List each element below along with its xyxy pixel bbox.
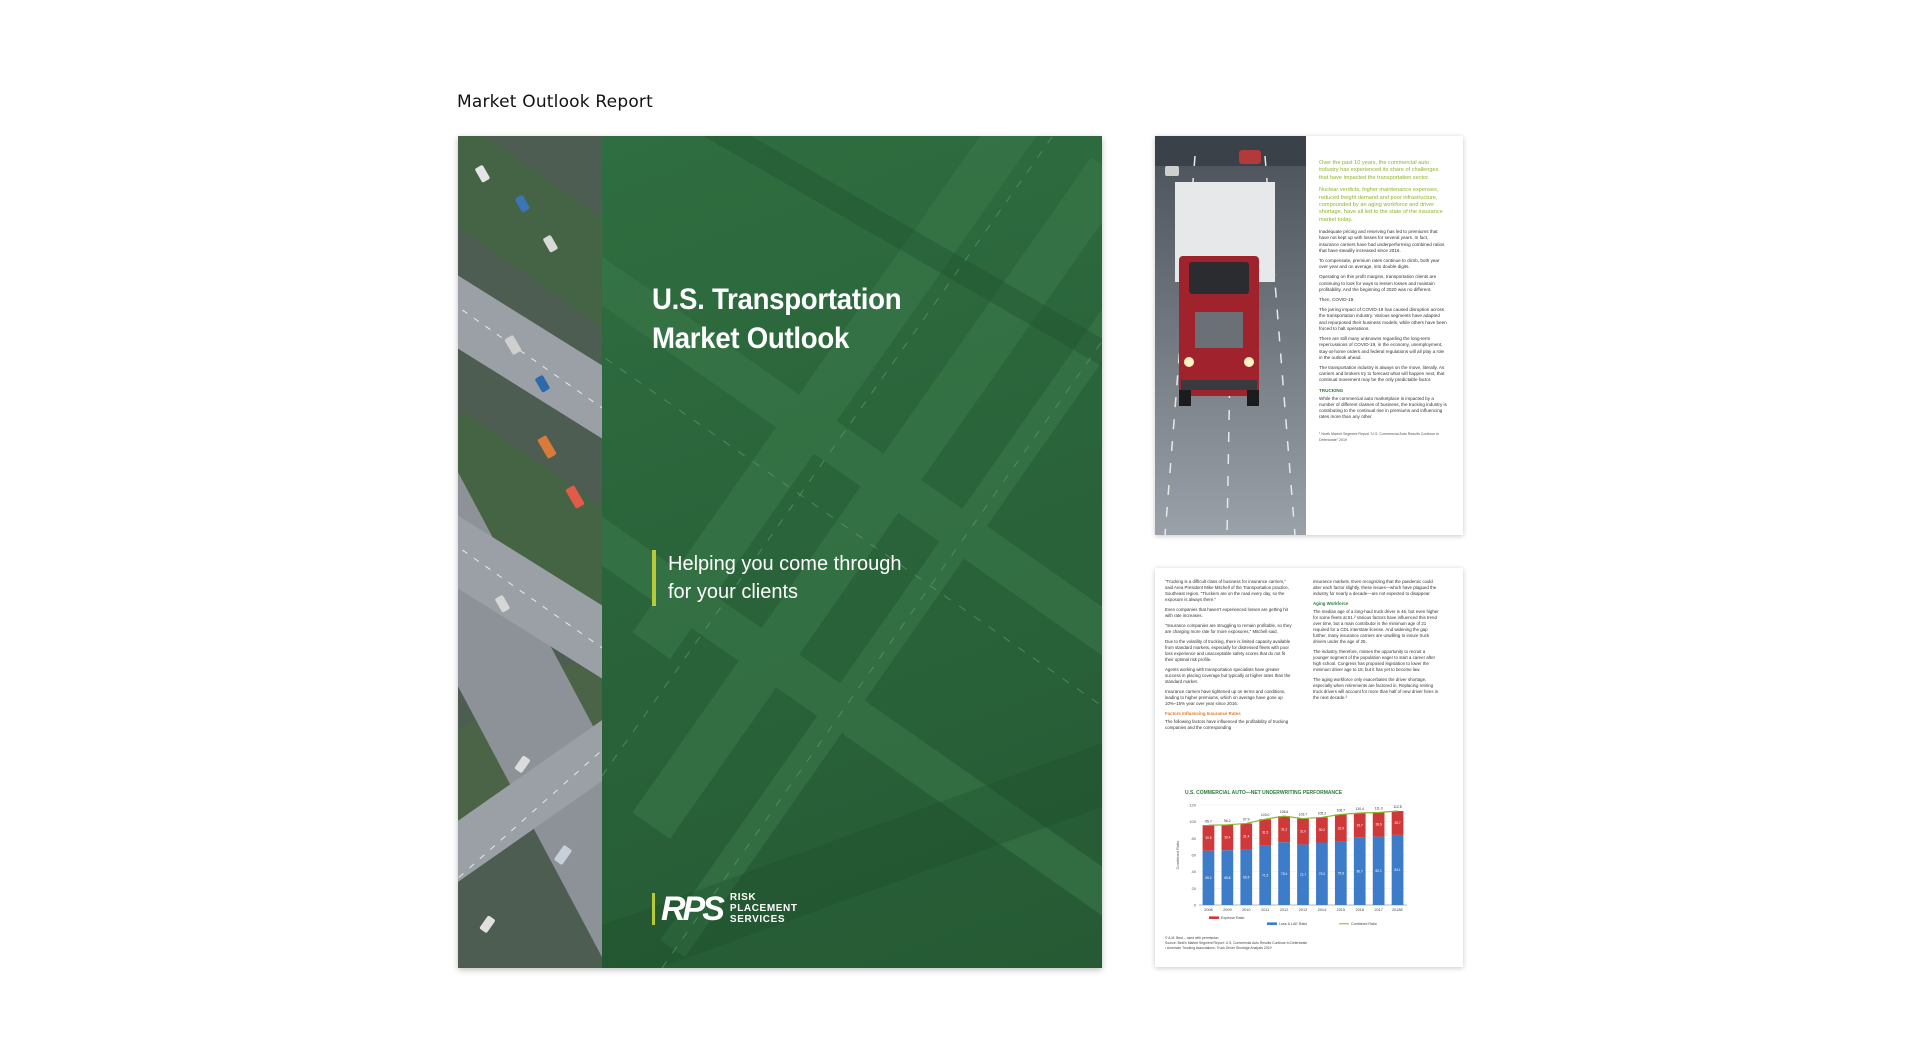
data-label-combined: 97.9 <box>1242 817 1250 822</box>
y-tick-label: 40 <box>1191 869 1196 875</box>
cover-green-panel <box>602 136 1102 968</box>
data-label-combined: 103.7 <box>1298 812 1308 817</box>
cover-title-line1: U.S. Transportation <box>652 283 902 316</box>
page2-paragraph: Insurance carriers have tightened up on terms and conditions, leading to higher premiums, which on average have gone up 10%–15% year over year since 2016. <box>1165 689 1286 706</box>
legend-swatch <box>1209 916 1219 919</box>
page1-paragraph: The jarring impact of COVID-19 has caused disruption across the transportation industry. Various segments have adapted and repurposed their business models, while others have been forced to halt operations. <box>1319 307 1447 331</box>
data-label-loss: 71.5 <box>1262 873 1269 878</box>
data-label-expense: 31.4 <box>1243 834 1250 839</box>
legend-label: Combined Ratio <box>1351 922 1377 926</box>
data-label-expense: 28.7 <box>1394 821 1401 826</box>
data-label-combined: 106.6 <box>1279 810 1289 815</box>
data-label-combined: 110.4 <box>1355 807 1364 811</box>
cover-title <box>652 280 901 358</box>
page2-paragraph: insurance markets. Even recognizing that the pandemic could alter each factor slightly, these issues—which have plagued the industry for nearly a decade—are not expected to disappear. <box>1313 579 1437 596</box>
page2-left-column <box>1165 579 1292 735</box>
page1-paragraph: Then, COVID-19. <box>1319 297 1355 303</box>
data-label-loss: 72.7 <box>1299 872 1307 877</box>
x-tick-label: 2008 <box>1204 908 1213 912</box>
section-title: Market Outlook Report <box>457 92 653 112</box>
x-tick-label: 2017 <box>1374 908 1383 912</box>
data-label-expense: 29.7 <box>1356 823 1363 828</box>
page1-paragraph: The transportation industry is always on the move, literally. As carriers and brokers try to forecast what will happen next, that continual movement may be the only predictable factor. <box>1319 364 1445 383</box>
logo-line-3: SERVICES <box>729 914 786 925</box>
page2-right-column <box>1313 579 1440 705</box>
logo-line-1: RISK <box>729 892 757 903</box>
x-tick-label: 2011 <box>1261 908 1270 912</box>
underwriting-chart <box>1169 797 1419 937</box>
data-label-expense: 31.5 <box>1262 830 1269 835</box>
report-cover <box>458 136 1102 968</box>
page1-paragraph: Operating on thin profit margins, transportation clients are continuing to look for ways to lessen losses and maintain profitability. And the beginning of 2020 was no different. <box>1319 274 1437 292</box>
data-label-loss: 80.7 <box>1356 869 1363 874</box>
data-label-combined: 95.7 <box>1205 819 1212 824</box>
data-label-loss: 84.1 <box>1394 868 1401 873</box>
page2-heading-aging-workforce: Aging Workforce <box>1313 601 1349 606</box>
legend-swatch <box>1267 922 1277 925</box>
page2-paragraph: Due to the volatility of trucking, there is limited capacity available from standard markets, especially for distressed fleets with poor loss experience and unacceptable safety scores that do not fit their optimal risk profile. <box>1165 639 1291 662</box>
report-page-2 <box>1155 568 1463 967</box>
cover-highway-photo <box>458 136 602 968</box>
y-tick-label: 0 <box>1193 902 1196 908</box>
page1-heading-trucking: TRUCKING <box>1319 387 1344 393</box>
page1-paragraph: There are still many unknowns regarding the long-term repercussions of COVID-19, in the economy, unemployment, stay-at-home orders and federal regulations will all play a role in the outlook ahead. <box>1319 336 1445 360</box>
page1-footnote: ¹ North Market Segment Report "U.S. Commercial Auto Results Continue to Deteriorate" 2019 <box>1319 431 1440 442</box>
page1-lead-2: Nuclear verdicts, higher maintenance expenses, reduced freight demand and poor infrastructure, compounded by an aging workforce and driver shortage, have all led to the state of the insurance market today. <box>1319 187 1443 223</box>
report-page-1 <box>1155 136 1463 535</box>
logo-line-2: PLACEMENT <box>729 903 798 914</box>
y-tick-label: 60 <box>1191 852 1196 858</box>
logo-mark: RPS <box>652 893 722 925</box>
y-axis-label: Combined Ratio <box>1175 840 1180 870</box>
page1-paragraph: While the commercial auto marketplace is impacted by a number of different classes of business, the trucking industry is contributing to the continual rise in premiums and influencing rates more than any other. <box>1319 395 1447 420</box>
data-label-loss: 65.2 <box>1205 876 1212 881</box>
legend-label: Loss & LAE Ratio <box>1279 922 1308 926</box>
data-label-combined: 108.7 <box>1336 808 1346 813</box>
data-label-loss: 75.8 <box>1337 871 1344 876</box>
chart-notes <box>1165 936 1307 951</box>
logo-wordmark <box>730 892 798 925</box>
chart-note: Source: Best's Market Segment Report: U.S. Commercial Auto Results Continue to Deteriorate <box>1165 941 1308 945</box>
legend-label: Expense Ratio <box>1221 916 1245 920</box>
rps-logo <box>652 889 798 928</box>
page1-lead-1: Over the past 10 years, the commercial auto industry has experienced its share of challenges that have impacted the transportation sector. <box>1319 160 1439 181</box>
x-tick-label: 2015 <box>1336 908 1346 912</box>
page2-paragraph: The aging workforce only exacerbates the driver shortage, especially when retirements are factored in. Replacing retiring truck drivers will account for more than half of new driver hires in the next decade.² <box>1313 677 1439 700</box>
y-tick-label: 120 <box>1189 802 1196 808</box>
page1-paragraph: Inadequate pricing and reserving has led to premiums that have not kept up with losses for several years. In fact, insurance carriers have had underperforming combined ratios that have steadily increased since 2016. <box>1319 229 1445 253</box>
data-label-loss: 65.8 <box>1224 875 1231 880</box>
x-tick-label: 2012 <box>1279 908 1289 912</box>
data-label-expense: 32.9 <box>1337 826 1344 831</box>
cover-tagline-line2: for your clients <box>668 581 799 603</box>
page2-paragraph: The median age of a long-haul truck driver is 46, but even higher for some fleets at 51.² Various factors have influenced this trend over time, but a main contributor is the minimum age of 21 required for a CDL interstate license. And widening the gap further, many insurance carriers are unwilling to insure truck drivers under the age of 25. <box>1313 609 1439 644</box>
page1-paragraph: To compensate, premium rates continue to climb, both year over year and on average, into double digits. <box>1319 258 1440 270</box>
x-tick-label: 2009 <box>1223 908 1232 912</box>
page2-paragraph: The industry, therefore, misses the opportunity to recruit a younger segment of the population eager to start a career after high school. Congress has proposed legislation to lower the minimum driver age to 18, but it has yet to become law. <box>1313 649 1436 672</box>
data-label-expense: 30.5 <box>1205 836 1212 841</box>
data-label-loss: 75.4 <box>1280 871 1288 876</box>
x-tick-label: 2013 <box>1298 908 1308 912</box>
data-label-expense: 30.2 <box>1318 828 1326 833</box>
data-label-loss: 82.1 <box>1375 868 1382 873</box>
y-tick-label: 20 <box>1191 885 1196 891</box>
x-tick-label: 2016 <box>1355 908 1364 912</box>
truck-photo <box>1155 136 1306 535</box>
page2-paragraph: Even companies that haven't experienced losses are getting hit with rate increases. <box>1165 607 1288 618</box>
page2-heading-factors: Factors Influencing Insurance Rates <box>1165 711 1241 716</box>
chart-title: U.S. COMMERCIAL AUTO—NET UNDERWRITING PERFORMANCE <box>1185 790 1343 796</box>
data-label-expense: 28.9 <box>1375 822 1382 827</box>
chart-note: © A.M. Best – used with permission. <box>1165 936 1220 940</box>
data-label-combined: 111.0 <box>1374 806 1383 811</box>
chart-note: ² American Trucking Associations, Truck Driver Shortage Analysis 2019 <box>1165 946 1272 950</box>
y-tick-label: 80 <box>1191 835 1196 841</box>
page1-text-column <box>1319 160 1447 447</box>
cover-title-line2: Market Outlook <box>652 322 850 355</box>
data-label-combined: 96.2 <box>1224 818 1231 823</box>
data-label-expense: 31.0 <box>1299 829 1307 834</box>
data-label-expense: 30.4 <box>1224 835 1231 840</box>
cover-tagline <box>652 550 968 606</box>
data-label-loss: 66.5 <box>1243 875 1250 880</box>
x-tick-label: 2014 <box>1317 908 1327 912</box>
page2-paragraph: "Trucking is a difficult class of business for insurance carriers," said Area President Mike Mitchell of the Transportation practice, Southeast region. "Truckers are on the road every day, so the exposure is always there." <box>1165 579 1289 602</box>
data-label-expense: 31.2 <box>1280 827 1288 832</box>
data-label-combined: 105.2 <box>1317 811 1327 816</box>
data-label-loss: 75.0 <box>1318 871 1326 876</box>
page2-paragraph: "Insurance companies are struggling to remain profitable, so they are charging more rate for more exposures," Mitchell said. <box>1165 623 1292 634</box>
x-tick-label: 2010 <box>1242 908 1251 912</box>
data-label-combined: 103.0 <box>1260 813 1270 818</box>
y-tick-label: 100 <box>1189 819 1196 825</box>
page2-paragraph: Agents working with transportation specialists have greater success in placing coverage but typically at higher rates than the standard market. <box>1165 667 1291 684</box>
x-tick-label: 2018E <box>1392 908 1404 912</box>
page2-paragraph: The following factors have influenced the profitability of trucking companies and the corresponding <box>1165 719 1289 730</box>
cover-tagline-line1: Helping you come through <box>668 553 902 575</box>
data-label-combined: 112.8 <box>1393 805 1402 809</box>
